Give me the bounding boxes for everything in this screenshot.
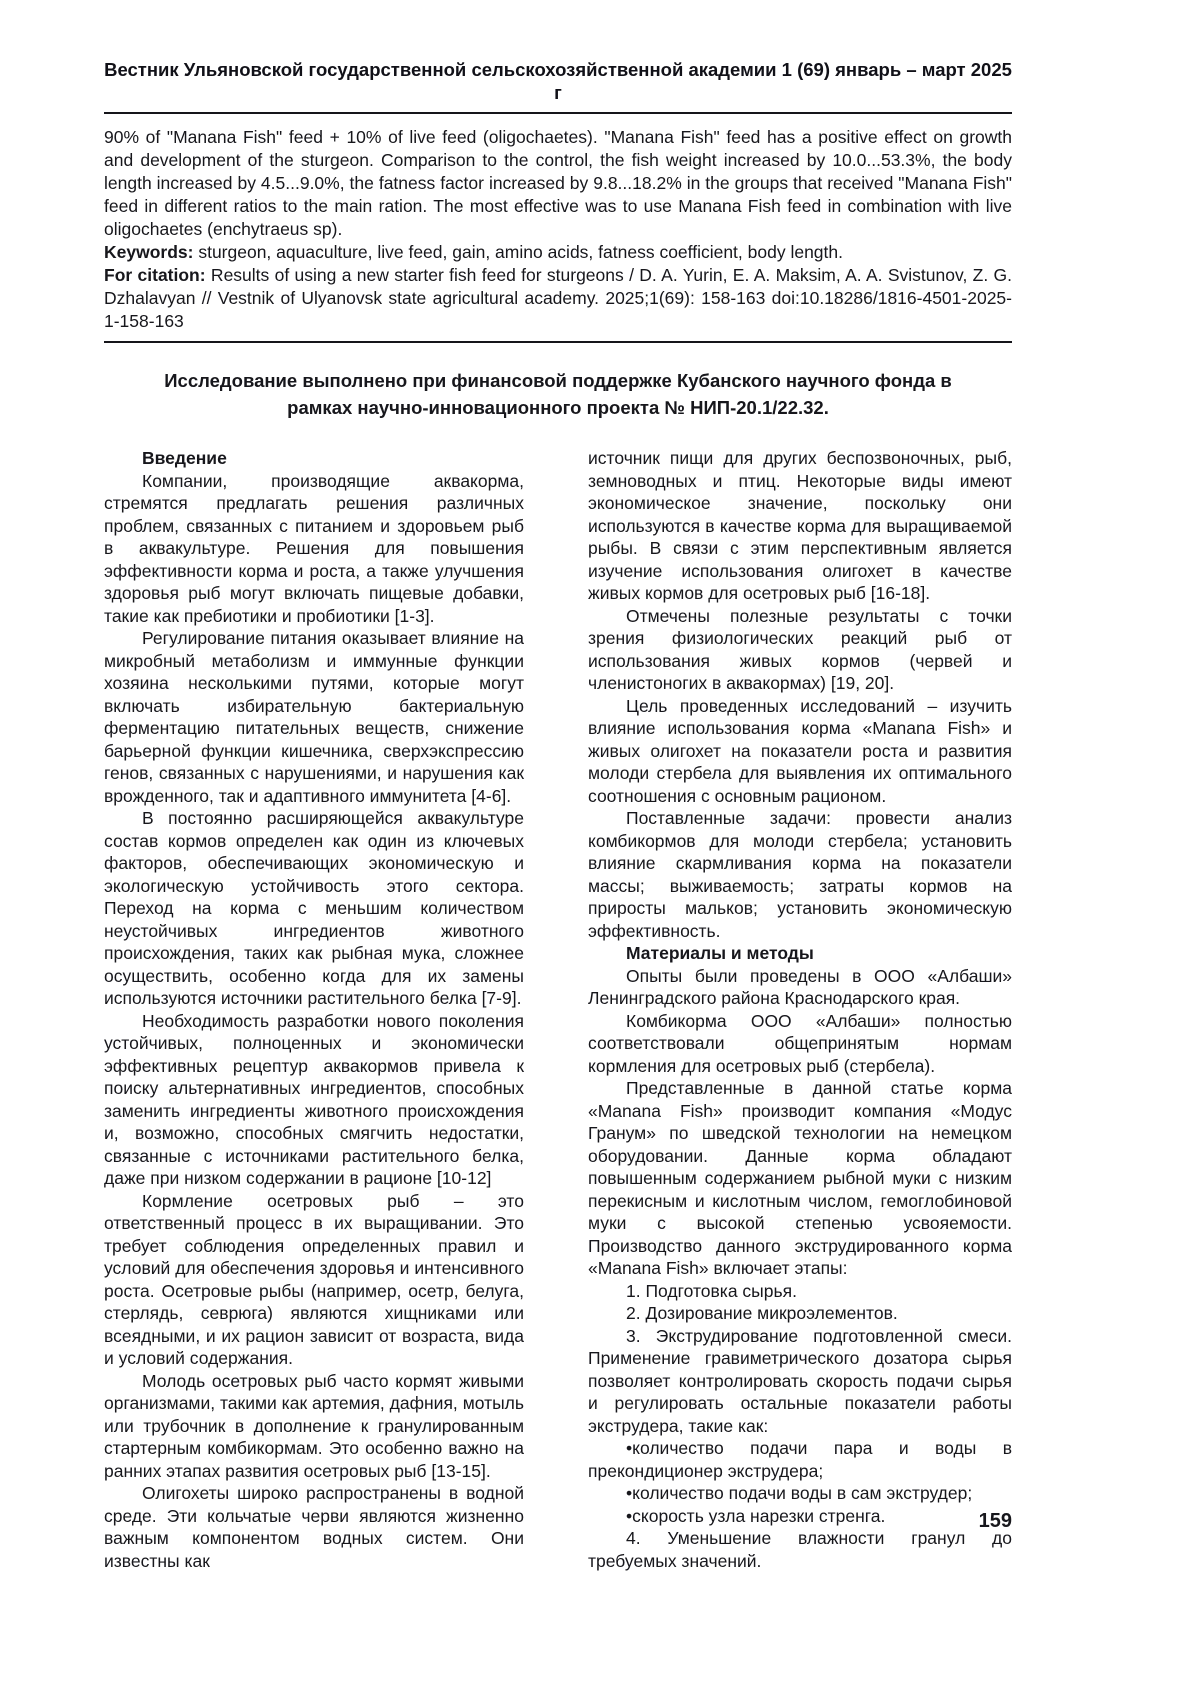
body-paragraph: Молодь осетровых рыб часто кормят живыми организмами, такими как артемия, дафния, мотыль или трубочник в дополнение к гранулированным стартерным комбикормам. Это особенно важно на ранних этапах развития осетровых рыб [13-15]. <box>104 1370 524 1481</box>
keywords-label: Keywords: <box>104 242 194 262</box>
keywords-text: sturgeon, aquaculture, live feed, gain, amino acids, fatness coefficient, body length. <box>193 242 843 262</box>
abstract-text: 90% of "Manana Fish" feed + 10% of live feed (oligochaetes). "Manana Fish" feed has a positive effect on growth and development of the sturgeon. Comparison to the control, the fish weight increased by 10.0...53.3%, the body length increased by 4.5...9.0%, the fatness factor increased by 9.8...18.2% in the groups that received "Manana Fish" feed in different ratios to the main ration. The most effective was to use Manana Fish feed in combination with live oligochaetes (enchytraeus sp). <box>104 127 1012 239</box>
body-paragraph: Отмечены полезные результаты с точки зрения физиологических реакций рыб от использования живых кормов (червей и членистоногих в аквакормах) [19, 20]. <box>588 605 1012 693</box>
abstract-rule <box>104 341 1012 343</box>
left-column <box>104 447 524 1572</box>
citation-text: Results of using a new starter fish feed for sturgeons / D. A. Yurin, E. A. Maksim, A. A. Svistunov, Z. G. Dzhalavyan // Vestnik of Ulyanovsk state agricultural academy. 2025;1(69): 158-163 doi:10.18286/1816-4501-2025-1-158-163 <box>104 265 1013 331</box>
section-heading: Введение <box>142 448 227 468</box>
body-paragraph: Цель проведенных исследований – изучить влияние использования корма «Manana Fish» и живых олигохет на показатели роста и развития молоди стербела для выявления их оптимального соотношения с основным рационом. <box>588 695 1012 806</box>
keywords-line <box>104 241 1012 264</box>
right-column <box>588 447 1012 1572</box>
page-number: 159 <box>978 1510 1012 1532</box>
funding-note: Исследование выполнено при финансовой поддержке Кубанского научного фонда в рамках научно-инновационного проекта № НИП-20.1/22.32. <box>164 370 952 418</box>
body-paragraph: •количество подачи воды в сам экструдер; <box>626 1483 973 1503</box>
journal-header: Вестник Ульяновской государственной сельскохозяйственной академии 1 (69) январь – март 2025 г <box>104 59 1012 103</box>
body-paragraph: Представленные в данной статье корма «Manana Fish» производит компания «Модус Гранум» по шведской технологии на немецком оборудовании. Данные корма обладают повышенным содержанием рыбной муки с низким перекисным и кислотным числом, гемоглобиновой муки с высокой степенью усвояемости. Производство данного экструдированного корма «Manana Fish» включает этапы: <box>588 1078 1012 1278</box>
body-paragraph: Поставленные задачи: провести анализ комбикормов для молоди стербела; установить влияние скармливания корма на показатели массы; выживаемость; затраты кормов на приросты мальков; установить экономическую эффективность. <box>588 808 1012 941</box>
body-paragraph: Опыты были проведены в ООО «Албаши» Ленинградского района Краснодарского края. <box>588 965 1012 1008</box>
body-paragraph: Олигохеты широко распространены в водной среде. Эти кольчатые черви являются жизненно важным компонентом водных систем. Они известны как <box>104 1483 524 1571</box>
body-paragraph: Регулирование питания оказывает влияние на микробный метаболизм и иммунные функции хозяина несколькими путями, которые могут включать избирательную бактериальную ферментацию питательных веществ, снижение барьерной функции кишечника, сверхэкспрессию генов, связанных с нарушениями, и нарушения как врожденного, так и адаптивного иммунитета [4-6]. <box>104 628 524 806</box>
body-paragraph: В постоянно расширяющейся аквакультуре состав кормов определен как один из ключевых факторов, обеспечивающих экономическую и экологическую устойчивость этого сектора. Переход на корма с меньшим количеством неустойчивых ингредиентов животного происхождения, таких как рыбная мука, сложнее осуществить, особенно когда для их замены используются источники растительного белка [7-9]. <box>104 808 524 1008</box>
header-rule <box>104 112 1012 114</box>
article-body <box>104 447 1012 1572</box>
body-paragraph: 4. Уменьшение влажности гранул до требуемых значений. <box>588 1528 1012 1571</box>
section-heading: Материалы и методы <box>626 943 814 963</box>
body-paragraph: 2. Дозирование микроэлементов. <box>626 1303 898 1323</box>
body-paragraph: Необходимость разработки нового поколения устойчивых, полноценных и экономически эффективных рецептур аквакормов привела к поиску альтернативных ингредиентов, способных заменить ингредиенты животного происхождения и, возможно, способных смягчить недостатки, связанные с источниками растительного белка, даже при низком содержании в рационе [10-12] <box>104 1010 524 1188</box>
abstract-block <box>104 126 1012 333</box>
body-paragraph: •количество подачи пара и воды в прекондиционер экструдера; <box>588 1438 1012 1481</box>
body-paragraph: •скорость узла нарезки стренга. <box>626 1505 886 1526</box>
body-paragraph: Компании, производящие аквакорма, стремятся предлагать решения различных проблем, связанных с питанием и здоровьем рыб в аквакультуре. Решения для повышения эффективности корма и роста, а также улучшения здоровья рыб могут включать пищевые добавки, такие как пребиотики и пробиотики [1-3]. <box>104 470 524 626</box>
citation-label: For citation: <box>104 265 206 285</box>
body-paragraph: источник пищи для других беспозвоночных, рыб, земноводных и птиц. Некоторые виды имеют экономическое значение, поскольку они используются в качестве корма для выращиваемой рыбы. В связи с этим перспективным является изучение использования олигохет в качестве живых кормов для осетровых рыб [16-18]. <box>588 448 1012 603</box>
journal-page <box>104 58 1012 1572</box>
citation-line <box>104 264 1012 333</box>
body-paragraph: Кормление осетровых рыб – это ответственный процесс в их выращивании. Это требует соблюдения определенных правил и условий для обеспечения здоровья и интенсивного роста. Осетровые рыбы (например, осетр, белуга, стерлядь, севрюга) являются хищниками или всеядными, и их рацион зависит от возраста, вида и условий содержания. <box>104 1190 524 1368</box>
body-paragraph: 3. Экструдирование подготовленной смеси. Применение гравиметрического дозатора сырья позволяет контролировать скорость подачи сырья и регулировать остальные показатели работы экструдера, такие как: <box>588 1325 1012 1436</box>
body-paragraph: 1. Подготовка сырья. <box>626 1280 797 1301</box>
body-paragraph: Комбикорма ООО «Албаши» полностью соответствовали общепринятым нормам кормления для осетровых рыб (стербела). <box>588 1010 1012 1076</box>
